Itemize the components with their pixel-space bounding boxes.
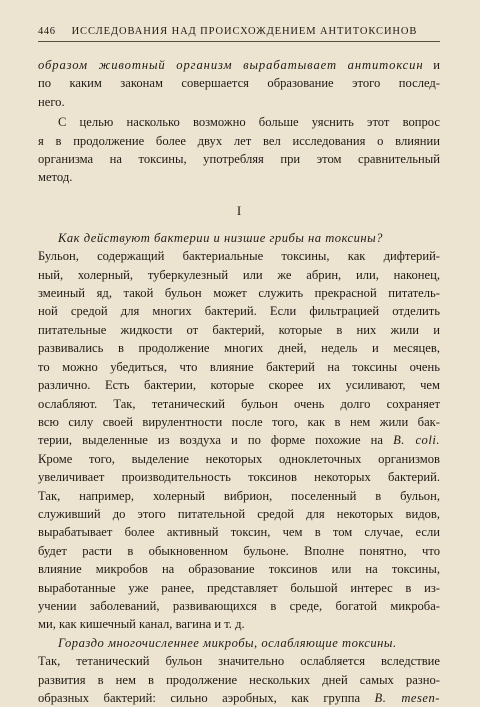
running-header: [38, 26, 440, 42]
paragraph-weakening-microbes: [38, 634, 440, 707]
paragraph-method: [38, 113, 440, 187]
text-line: змеиный яд, такой бульон может служить прекрасной питатель-: [38, 286, 440, 301]
text-line: увеличивает производительность токсинов некоторых бактерий.: [38, 470, 440, 485]
paragraph-intro-continuation: [38, 56, 440, 111]
text-line: Так, тетанический бульон значительно ослабляется вследствие: [38, 654, 440, 669]
section-subheading: Как действуют бактерии и низшие грибы на токсины?: [58, 230, 383, 245]
text-line: Бульон, содержащий бактериальные токсины, как дифтерий-: [38, 249, 440, 264]
text-line: метод.: [38, 170, 73, 185]
paragraph-bacteria: [38, 229, 440, 634]
text-line: развития в нем в продолжение нескольких дней самых разно-: [38, 672, 440, 687]
text-line: служивший до этого питательной средой для некоторых видов,: [38, 506, 440, 521]
text-line: всю силу своей вирулентности после того, как в нем жили бак-: [38, 414, 440, 429]
text-line: я в продолжение более двух лет вел исследования о влиянии: [38, 133, 440, 148]
text-line: ослабляют. Так, тетанический бульон очень долго сохраняет: [38, 396, 440, 411]
text-line: выработанные уже ранее, представляет большой интерес в из-: [38, 580, 440, 595]
text-line: С целью насколько возможно больше уяснить этот вопрос: [58, 115, 440, 130]
text-line: вырабатывает более активный токсин, чем в том случае, если: [38, 525, 440, 540]
section-subheading: Гораздо многочисленнее микробы, ослабляющие токсины.: [58, 635, 397, 650]
text-line: Кроме того, выделение некоторых одноклеточных организмов: [38, 451, 440, 466]
running-title: ИССЛЕДОВАНИЯ НАД ПРОИСХОЖДЕНИЕМ АНТИТОКСИНОВ: [71, 26, 418, 37]
text-line: по каким законам совершается образование этого послед-: [38, 76, 440, 91]
text-line: учении заболеваний, развивающихся в среде, богатой микроба-: [38, 598, 440, 613]
text-line: него.: [38, 94, 65, 109]
text-line: образных бактерий: сильно аэробных, как группа B. mesen-: [38, 691, 441, 705]
species-name: B. mesen-: [374, 691, 441, 705]
text-line: ми, как кишечный канал, вагина и т. д.: [38, 617, 245, 632]
text-line: развивались в продолжение многих дней, недель и месяцев,: [38, 341, 440, 356]
text-line: терии, выделенные из воздуха и по форме похожие на B. coli.: [38, 433, 440, 448]
text-line: влияние микробов на образование токсинов или на токсины,: [38, 562, 440, 577]
text-line: различно. Есть бактерии, которые скорее их усиливают, чем: [38, 378, 440, 393]
text-line: будет расти в обыкновенном бульоне. Вполне понятно, что: [38, 543, 440, 558]
text-line: Так, например, холерный вибрион, поселенный в бульон,: [38, 488, 440, 503]
page-number: 446: [38, 26, 56, 37]
text-line: образом животный организм вырабатывает антитоксин и: [38, 58, 441, 72]
text-line: ный, холерный, туберкулезный или же абрин, или, наконец,: [38, 267, 440, 282]
text-line: то можно убедиться, что влияние бактерий на токсины очень: [38, 359, 440, 374]
text-line: организма на токсины, употребляя при этом сравнительный: [38, 152, 440, 167]
text-line: ной средой для многих бактерий. Если фильтрацией отделить: [38, 304, 440, 319]
section-numeral: I: [236, 202, 242, 218]
text-line: питательные жидкости от бактерий, которые в них жили и: [38, 322, 440, 337]
species-name: B. coli.: [393, 433, 440, 448]
